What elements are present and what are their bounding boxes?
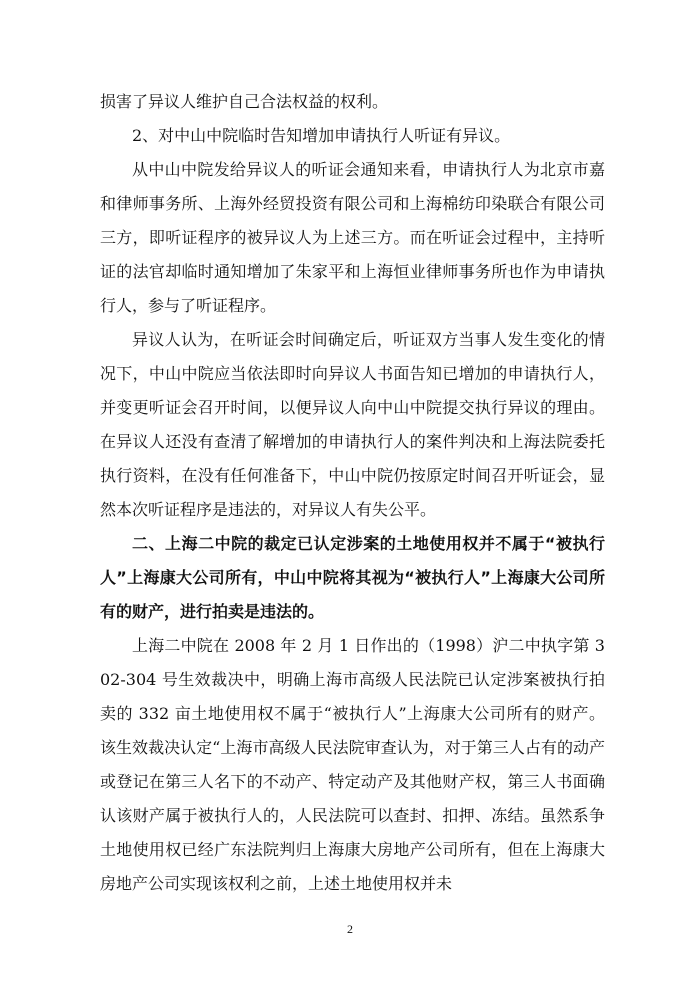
paragraph-hearing-notice: 从中山中院发给异议人的听证会通知来看，申请执行人为北京市嘉和律师事务所、上海外经贸投资有限公司和上海棉纺印染联合有限公司三方，即听证程序的被异议人为上述三方。而在听证会过程中，主持听证的法官却临时通知增加了朱家平和上海恒业律师事务所也作为申请执行人，参与了听证程序。 — [100, 160, 605, 315]
document-page — [100, 85, 605, 901]
section-heading-two: 二、上海二中院的裁定已认定涉案的土地使用权并不属于“被执行人”上海康大公司所有，中山中院将其视为“被执行人”上海康大公司所有的财产，进行拍卖是违法的。 — [100, 534, 605, 621]
paragraph-objection-2-heading: 2、对中山中院临时告知增加申请执行人听证有异议。 — [132, 126, 511, 145]
paragraph-objector-opinion: 异议人认为，在听证会时间确定后，听证双方当事人发生变化的情况下，中山中院应当依法即时向异议人书面告知已增加的申请执行人，并变更听证会召开时间，以便异议人向中山中院提交执行异议的理由。在异议人还没有查清了解增加的申请执行人的案件判决和上海法院委托执行资料，在没有任何准备下，中山中院仍按原定时间召开听证会，显然本次听证程序是违法的，对异议人有失公平。 — [100, 330, 605, 519]
paragraph-shanghai-ruling: 上海二中院在 2008 年 2 月 1 日作出的（1998）沪二中执字第 302-304 号生效裁决中，明确上海市高级人民法院已认定涉案被执行拍卖的 332 亩土地使用权不属于“被执行人”上海康大公司所有的财产。该生效裁决认定“上海市高级人民法院审查认为，对于第三人占有的动产或登记在第三人名下的不动产、特定动产及其他财产权，第三人书面确认该财产属于被执行人的，人民法院可以查封、扣押、冻结。虽然系争土地使用权已经广东法院判归上海康大房地产公司所有，但在上海康大房地产公司实现该权利之前，上述土地使用权并未 — [100, 636, 605, 893]
paragraph-continuation: 损害了异议人维护自己合法权益的权利。 — [100, 92, 389, 111]
page-number: 2 — [347, 922, 353, 936]
